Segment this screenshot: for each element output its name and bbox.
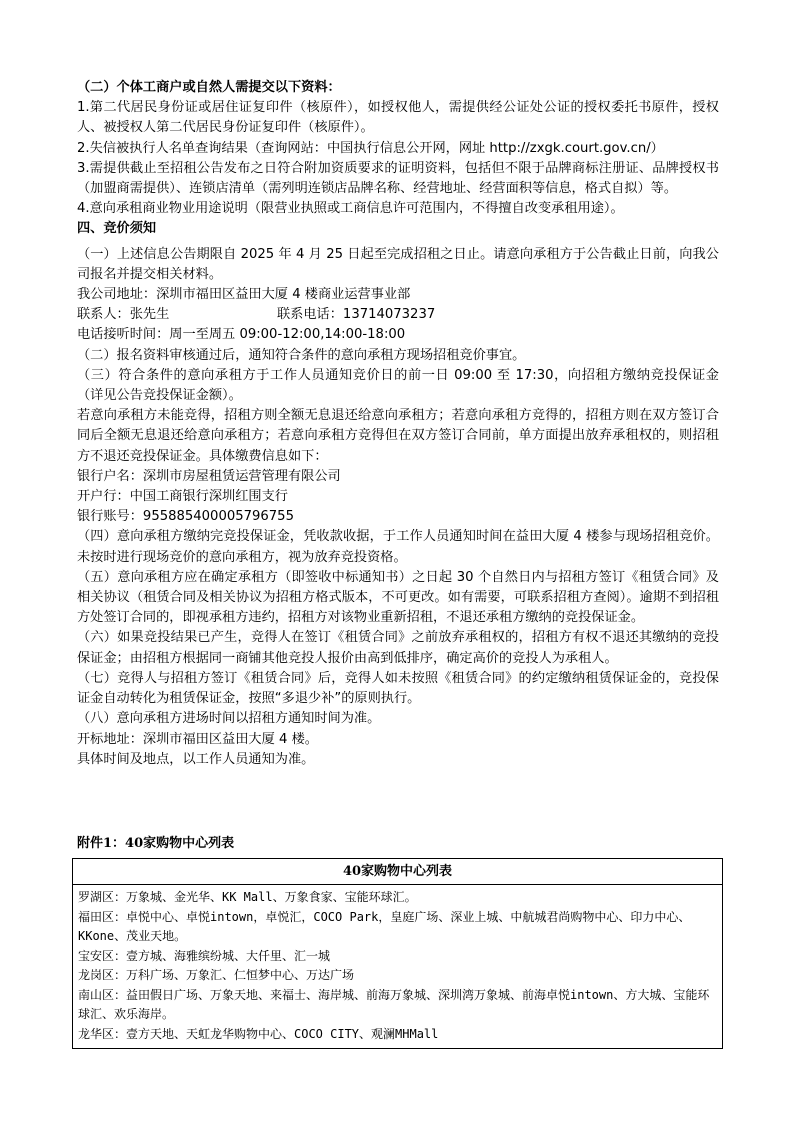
contact-person: 联系人：张先生 bbox=[77, 307, 170, 323]
district-row-futian: 福田区：卓悦中心、卓悦intown，卓悦汇，COCO Park，皇庭广场、深业上城、中航城君尚购物中心、印力中心、KKone、茂业天地。 bbox=[78, 909, 691, 943]
mall-list-table bbox=[72, 858, 723, 1049]
notice-6: （六）如果竞投结果已产生，竞得人在签订《租赁合同》之前放弃承租权的，招租方有权不退还其缴纳的竞投保证金；由招租方根据同一商铺其他竞投人报价由高到低排序，确定高价的竞投人为承租人。 bbox=[77, 630, 719, 666]
company-address: 我公司地址：深圳市福田区益田大厦 4 楼商业运营事业部 bbox=[77, 287, 411, 303]
bank-account-number: 银行账号：955885400005796755 bbox=[77, 509, 294, 525]
section-b-heading: （二）个体工商户或自然人需提交以下资料： bbox=[77, 80, 341, 95]
phone-hours: 电话接听时间：周一至周五 09:00-12:00,14:00-18:00 bbox=[77, 327, 406, 343]
district-row-longgang: 龙岗区：万科广场、万象汇、仁恒梦中心、万达广场 bbox=[78, 968, 355, 982]
document-body bbox=[77, 78, 719, 770]
notice-7: （七）竞得人与招租方签订《租赁合同》后，竞得人如未按照《租赁合同》的约定缴纳租赁保证金的，竞投保证金自动转化为租赁保证金，按照“多退少补”的原则执行。 bbox=[77, 670, 719, 707]
section-b-item-2: 2.失信被执行人名单查询结果（查询网站：中国执行信息公开网，网址 http://zxgk.court.gov.cn/） bbox=[77, 140, 664, 156]
section-b-item-1: 1.第二代居民身份证或居住证复印件（核原件），如授权他人，需提供经公证处公证的授权委托书原件，授权人、被授权人第二代居民身份证复印件（核原件）。 bbox=[77, 100, 719, 136]
annex-title: 附件1：40家购物中心列表 bbox=[77, 836, 235, 851]
notice-3: （三）符合条件的意向承租方于工作人员通知竞价日的前一日 09:00 至 17:30，向招租方缴纳竞投保证金（详见公告竞投保证金额）。 bbox=[77, 367, 719, 404]
table-title: 40家购物中心列表 bbox=[73, 859, 722, 885]
notice-5: （五）意向承租方应在确定承租方（即签收中标通知书）之日起 30 个自然日内与招租方签订《租赁合同》及相关协议（租赁合同及相关协议为招租方格式版本，不可更改。如有需要，可联系招租方查阅）。逾期不到招租方处签订合同的，即视承租方违约，招租方对该物业重新招租，不退还承租方缴纳的竞投保证金。 bbox=[77, 569, 719, 626]
notice-8: （八）意向承租方进场时间以招租方通知时间为准。 bbox=[77, 711, 381, 727]
venue-note: 具体时间及地点，以工作人员通知为准。 bbox=[77, 751, 315, 767]
notice-3-detail: 若意向承租方未能竞得，招租方则全额无息退还给意向承租方；若意向承租方竞得的，招租方则在双方签订合同后全额无息退还给意向承租方；若意向承租方竞得但在双方签订合同前，单方面提出放弃承租权的，则招租方不退还竞投保证金。具体缴费信息如下： bbox=[77, 408, 719, 464]
contact-phone: 联系电话：13714073237 bbox=[277, 307, 436, 323]
contact-line bbox=[77, 305, 719, 325]
notice-1: （一）上述信息公告期限自 2025 年 4 月 25 日起至完成招租之日止。请意向承租方于公告截止日前，向我公司报名并提交相关材料。 bbox=[77, 246, 719, 282]
district-row-longhua: 龙华区：壹方天地、天虹龙华购物中心、COCO CITY、观澜MHMall bbox=[78, 1026, 439, 1041]
venue-address: 开标地址：深圳市福田区益田大厦 4 楼。 bbox=[77, 731, 318, 747]
district-row-nanshan: 南山区：益田假日广场、万象天地、来福士、海岸城、前海万象城、深圳湾万象城、前海卓悦intown、方大城、宝能环球汇、欢乐海岸。 bbox=[78, 987, 710, 1021]
bank-account-name: 银行户名：深圳市房屋租赁运营管理有限公司 bbox=[77, 468, 341, 484]
bank-branch: 开户行：中国工商银行深圳红围支行 bbox=[77, 489, 288, 505]
table-body bbox=[73, 885, 722, 1048]
district-row-luohu: 罗湖区：万象城、金光华、KK Mall、万象食家、宝能环球汇。 bbox=[78, 890, 417, 904]
section-4-heading: 四、竞价须知 bbox=[77, 221, 157, 237]
section-b-item-4: 4.意向承租商业物业用途说明（限营业执照或工商信息许可范围内，不得擅自改变承租用途）。 bbox=[77, 201, 624, 217]
district-row-baoan: 宝安区：壹方城、海雅缤纷城、大仟里、汇一城 bbox=[78, 948, 331, 963]
notice-2: （二）报名资料审核通过后，通知符合条件的意向承租方现场招租竞价事宜。 bbox=[77, 347, 526, 363]
notice-4: （四）意向承租方缴纳完竞投保证金，凭收款收据，于工作人员通知时间在益田大厦 4 楼参与现场招租竞价。未按时进行现场竞价的意向承租方，视为放弃竞投资格。 bbox=[77, 529, 719, 565]
section-b-item-3: 3.需提供截止至招租公告发布之日符合附加资质要求的证明资料，包括但不限于品牌商标注册证、品牌授权书（加盟商需提供）、连锁店清单（需列明连锁店品牌名称、经营地址、经营面积等信息，格式自拟）等。 bbox=[77, 160, 719, 197]
